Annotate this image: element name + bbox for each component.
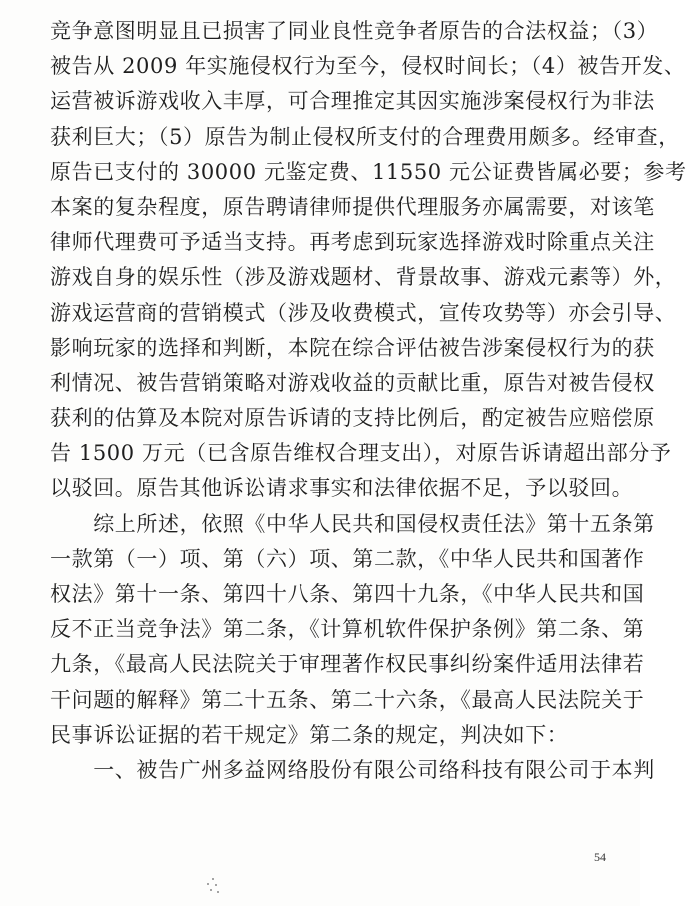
- text-line: 运营被诉游戏收入丰厚，可合理推定其因实施涉案侵权行为非法: [50, 89, 655, 114]
- text-line: 游戏自身的娱乐性（涉及游戏题材、背景故事、游戏元素等）外，: [50, 265, 677, 290]
- text-line: 利情况、被告营销策略对游戏收益的贡献比重，原告对被告侵权: [50, 370, 655, 395]
- text-line: 本案的复杂程度，原告聘请律师提供代理服务亦属需要，对该笔: [50, 194, 655, 219]
- text-line: 以驳回。原告其他诉讼请求事实和法律依据不足，予以驳回。: [50, 476, 634, 501]
- text-line: 游戏运营商的营销模式（涉及收费模式，宣传攻势等）亦会引导、: [50, 300, 677, 325]
- text-line: 竞争意图明显且已损害了同业良性竞争者原告的合法权益；（3）: [50, 19, 659, 43]
- text-line: 获利巨大；（5）原告为制止侵权所支付的合理费用颇多。经审查，: [50, 124, 680, 149]
- text-line: 原告已支付的 30000 元鉴定费、11550 元公证费皆属必要；参考: [50, 159, 687, 184]
- text-line: 影响玩家的选择和判断，本院在综合评估被告涉案侵权行为的获: [50, 335, 655, 360]
- text-line: 告 1500 万元（已含原告维权合理支出），对原告诉请超出部分予: [50, 441, 672, 466]
- text-line: 综上所述，依照《中华人民共和国侵权责任法》第十五条第: [50, 511, 655, 536]
- text-line: 民事诉讼证据的若干规定》第二条的规定，判决如下：: [50, 722, 569, 747]
- text-line: 被告从 2009 年实施侵权行为至今，侵权时间长；（4）被告开发、: [50, 54, 686, 79]
- text-line: 反不正当竞争法》第二条，《计算机软件保护条例》第二条、第: [50, 617, 645, 642]
- text-line: 九条，《最高人民法院关于审理著作权民事纠纷案件适用法律若: [50, 652, 645, 677]
- text-line: 一、被告广州多益网络股份有限公司络科技有限公司于本判: [50, 757, 655, 782]
- scan-speck-mark: [204, 878, 222, 896]
- text-line: 一款第（一）项、第（六）项、第二款，《中华人民共和国著作: [50, 546, 645, 571]
- text-line: 律师代理费可予适当支持。再考虑到玩家选择游戏时除重点关注: [50, 230, 655, 255]
- document-body: [50, 14, 687, 788]
- text-line: 权法》第十一条、第四十八条、第四十九条，《中华人民共和国: [50, 582, 645, 606]
- page-number: 54: [594, 850, 606, 864]
- text-line: 干问题的解释》第二十五条、第二十六条，《最高人民法院关于: [50, 687, 645, 712]
- text-line: 获利的估算及本院对原告诉请的支持比例后，酌定被告应赔偿原: [50, 406, 655, 431]
